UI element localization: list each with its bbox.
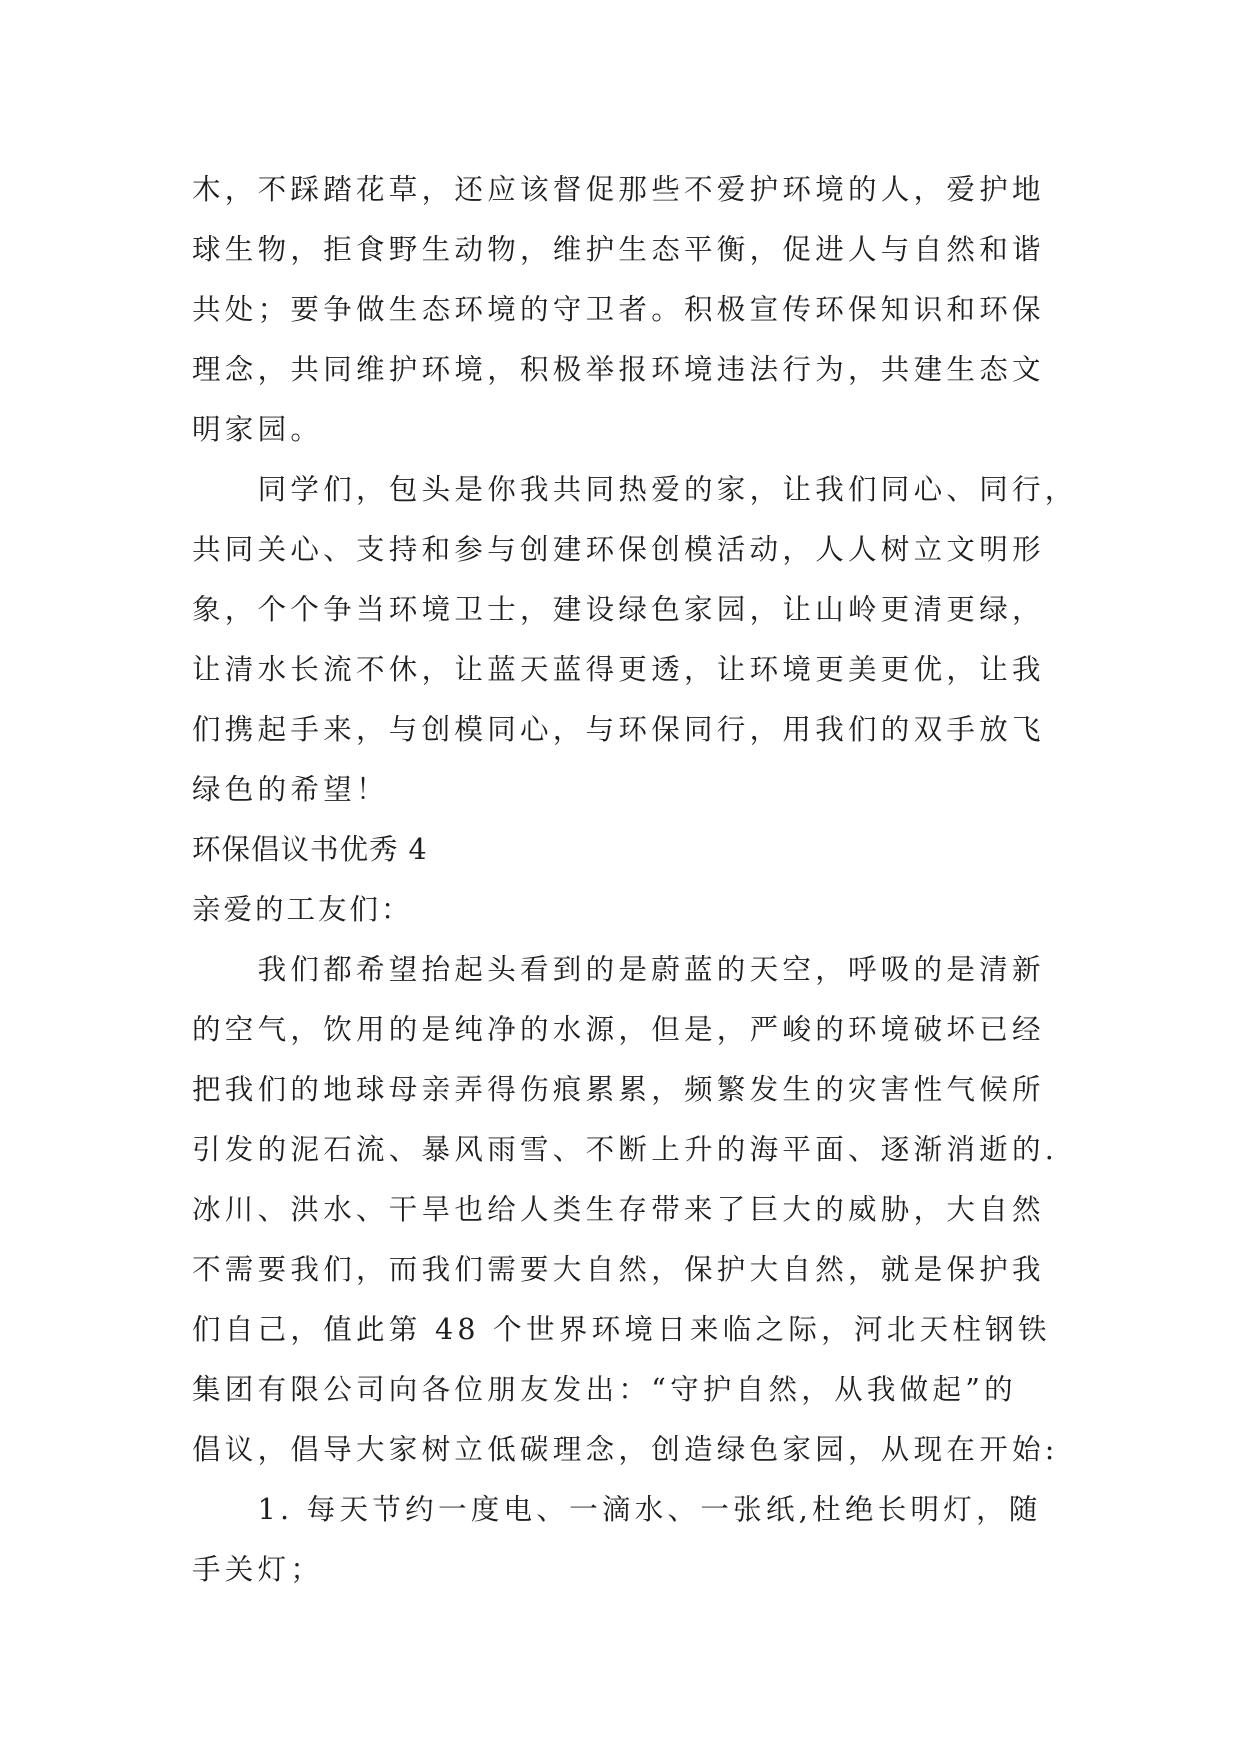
paragraph-line: 同学们，包头是你我共同热爱的家，让我们同心、同行， [192, 473, 1078, 506]
paragraph-line: 木，不踩踏花草，还应该督促那些不爱护环境的人，爱护地 [192, 173, 1045, 206]
paragraph-line: 集团有限公司向各位朋友发出：“守护自然，从我做起”的 [192, 1373, 1017, 1406]
section-heading: 环保倡议书优秀 4 [192, 833, 428, 866]
paragraph-line: 的空气，饮用的是纯净的水源，但是，严峻的环境破坏已经 [192, 1013, 1045, 1046]
paragraph-line: 球生物，拒食野生动物，维护生态平衡，促进人与自然和谐 [192, 233, 1045, 266]
paragraph-line: 不需要我们，而我们需要大自然，保护大自然，就是保护我 [192, 1253, 1045, 1286]
paragraph-line: 让清水长流不休，让蓝天蓝得更透，让环境更美更优，让我 [192, 653, 1045, 686]
paragraph-line: 共处；要争做生态环境的守卫者。积极宣传环保知识和环保 [192, 293, 1045, 326]
paragraph-line: 们自己，值此第 48 个世界环境日来临之际，河北天柱钢铁 [192, 1313, 1051, 1346]
paragraph-line: 把我们的地球母亲弄得伤痕累累，频繁发生的灾害性气候所 [192, 1073, 1045, 1106]
list-item-line: 手关灯； [192, 1553, 324, 1586]
salutation: 亲爱的工友们： [192, 893, 413, 926]
paragraph-line: 冰川、洪水、干旱也给人类生存带来了巨大的威胁，大自然 [192, 1193, 1045, 1226]
document-body [192, 160, 1078, 1600]
paragraph-line: 绿色的希望！ [192, 773, 389, 806]
paragraph-line: 引发的泥石流、暴风雨雪、不断上升的海平面、逐渐消逝的. [192, 1133, 1059, 1166]
paragraph-line: 理念，共同维护环境，积极举报环境违法行为，共建生态文 [192, 353, 1045, 386]
paragraph-line: 共同关心、支持和参与创建环保创模活动，人人树立文明形 [192, 533, 1045, 566]
paragraph-line: 象，个个争当环境卫士，建设绿色家园，让山岭更清更绿， [192, 593, 1045, 626]
list-item-line: 1. 每天节约一度电、一滴水、一张纸,杜绝长明灯，随 [192, 1493, 1042, 1526]
paragraph-line: 们携起手来，与创模同心，与环保同行，用我们的双手放飞 [192, 713, 1045, 746]
paragraph-line: 明家园。 [192, 413, 324, 446]
paragraph-line: 我们都希望抬起头看到的是蔚蓝的天空，呼吸的是清新 [192, 953, 1045, 986]
paragraph-line: 倡议，倡导大家树立低碳理念，创造绿色家园，从现在开始: [192, 1433, 1059, 1466]
